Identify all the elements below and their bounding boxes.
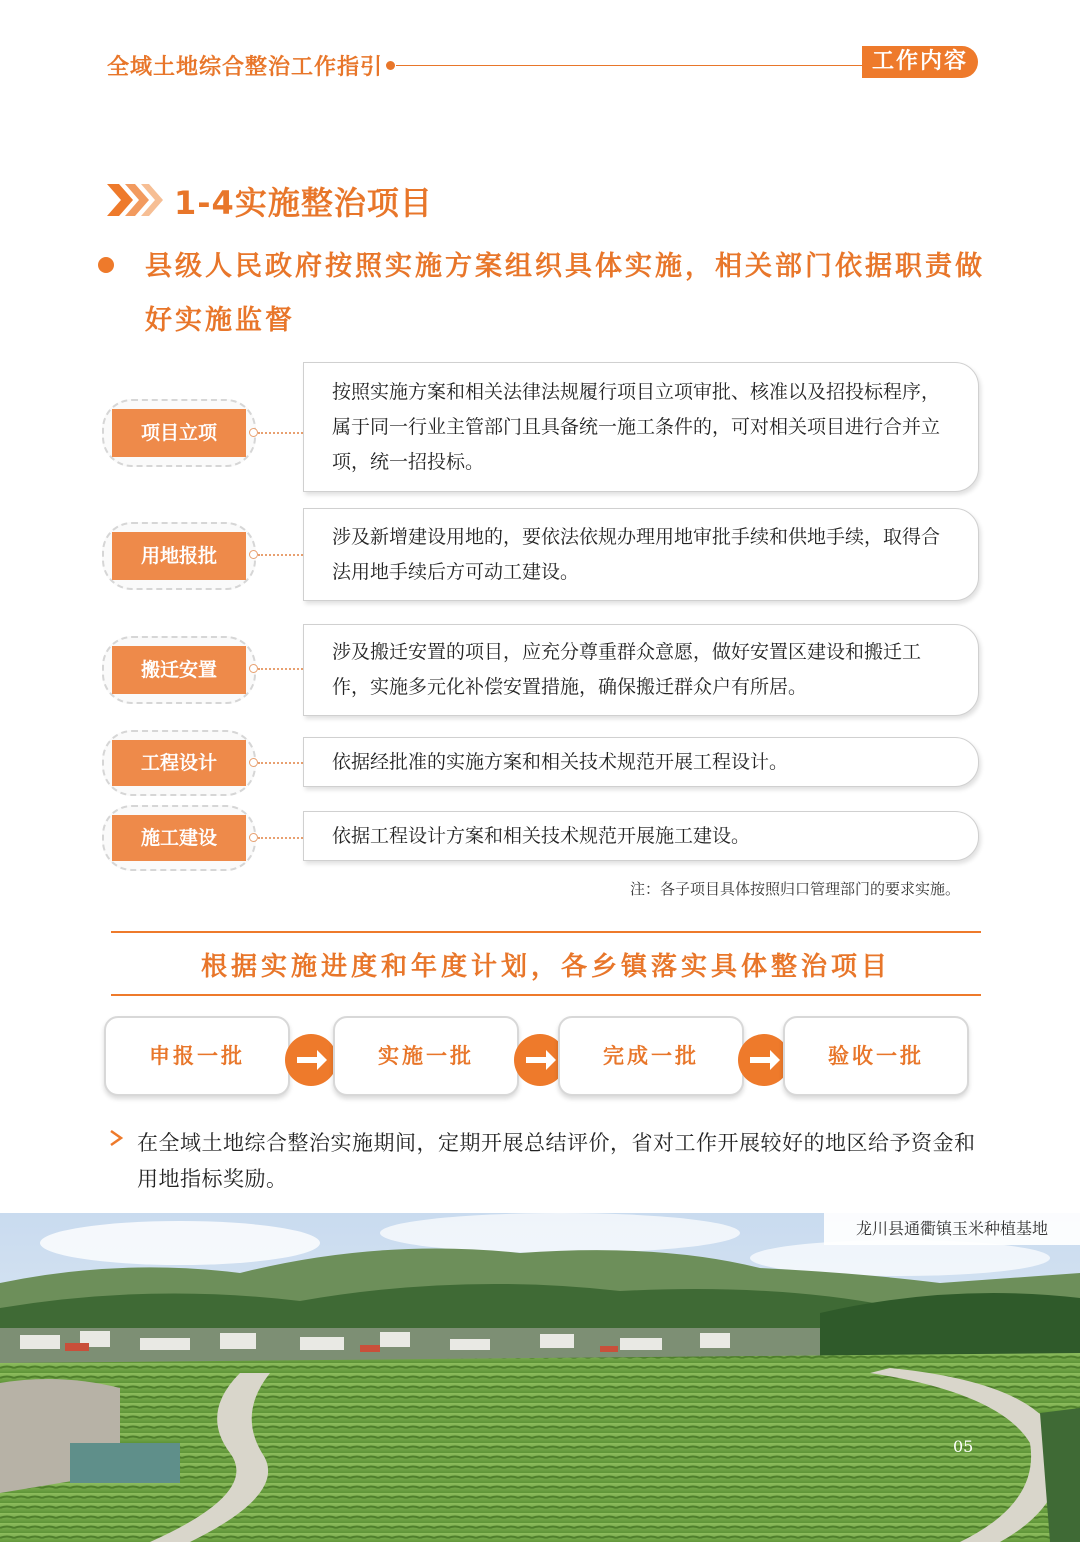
lead-statement: 县级人民政府按照实施方案组织具体实施，相关部门依据职责做好实施监督 — [145, 251, 985, 336]
header-rule — [396, 65, 866, 66]
connector-dot — [249, 550, 258, 559]
step-description: 涉及新增建设用地的，要依法依规办理用地审批手续和供地手续，取得合法用地手续后方可动工建设。 — [303, 508, 979, 601]
connector-dot — [249, 758, 258, 767]
connector-line — [258, 432, 303, 434]
step-description: 依据经批准的实施方案和相关技术规范开展工程设计。 — [303, 737, 979, 787]
step-label-frame — [102, 636, 256, 704]
chevrons-icon — [105, 180, 165, 220]
photo-caption: 龙川县通衢镇玉米种植基地 — [824, 1213, 1080, 1245]
batch-box: 申报一批 — [104, 1016, 290, 1096]
connector-line — [258, 554, 303, 556]
section-title: 1-4实施整治项目 — [174, 184, 433, 222]
connector-line — [258, 668, 303, 670]
step-description: 涉及搬迁安置的项目，应充分尊重群众意愿，做好安置区建设和搬迁工作，实施多元化补偿安置措施，确保搬迁群众户有所居。 — [303, 624, 979, 716]
connector-line — [258, 762, 303, 764]
footnote: 注：各子项目具体按照归口管理部门的要求实施。 — [629, 880, 960, 898]
document-title: 全域土地综合整治工作指引 — [107, 55, 384, 80]
step-label: 施工建设 — [112, 815, 246, 861]
arrow-right-icon — [285, 1034, 337, 1086]
batch-box: 完成一批 — [558, 1016, 744, 1096]
section-badge: 工作内容 — [862, 46, 978, 78]
page-number: 05 — [953, 1437, 974, 1456]
evaluation-text: 在全域土地综合整治实施期间，定期开展总结评价，省对工作开展较好的地区给予资金和用地指标奖励。 — [137, 1131, 976, 1191]
batch-box: 验收一批 — [783, 1016, 969, 1096]
step-label-frame — [102, 399, 256, 467]
connector-dot — [249, 428, 258, 437]
step-label: 搬迁安置 — [112, 646, 246, 694]
step-label-frame — [102, 522, 256, 590]
step-description: 按照实施方案和相关法律法规履行项目立项审批、核准以及招投标程序，属于同一行业主管部门且具备统一施工条件的，可对相关项目进行合并立项，统一招投标。 — [303, 362, 979, 492]
step-label-frame — [102, 805, 256, 871]
progress-title: 根据实施进度和年度计划，各乡镇落实具体整治项目 — [200, 952, 891, 982]
step-label: 项目立项 — [112, 409, 246, 457]
step-label-frame — [102, 730, 256, 796]
batch-box: 实施一批 — [333, 1016, 519, 1096]
connector-line — [258, 837, 303, 839]
step-label: 用地报批 — [112, 532, 246, 580]
top-rule — [111, 931, 981, 933]
step-description: 依据工程设计方案和相关技术规范开展施工建设。 — [303, 811, 979, 861]
triangle-bullet-icon — [108, 1128, 124, 1148]
bullet-dot — [98, 257, 114, 273]
farmland-photo — [0, 1213, 1080, 1542]
header-dot — [386, 61, 395, 70]
bottom-rule — [111, 994, 981, 996]
connector-dot — [249, 833, 258, 842]
connector-dot — [249, 664, 258, 673]
step-label: 工程设计 — [112, 740, 246, 786]
